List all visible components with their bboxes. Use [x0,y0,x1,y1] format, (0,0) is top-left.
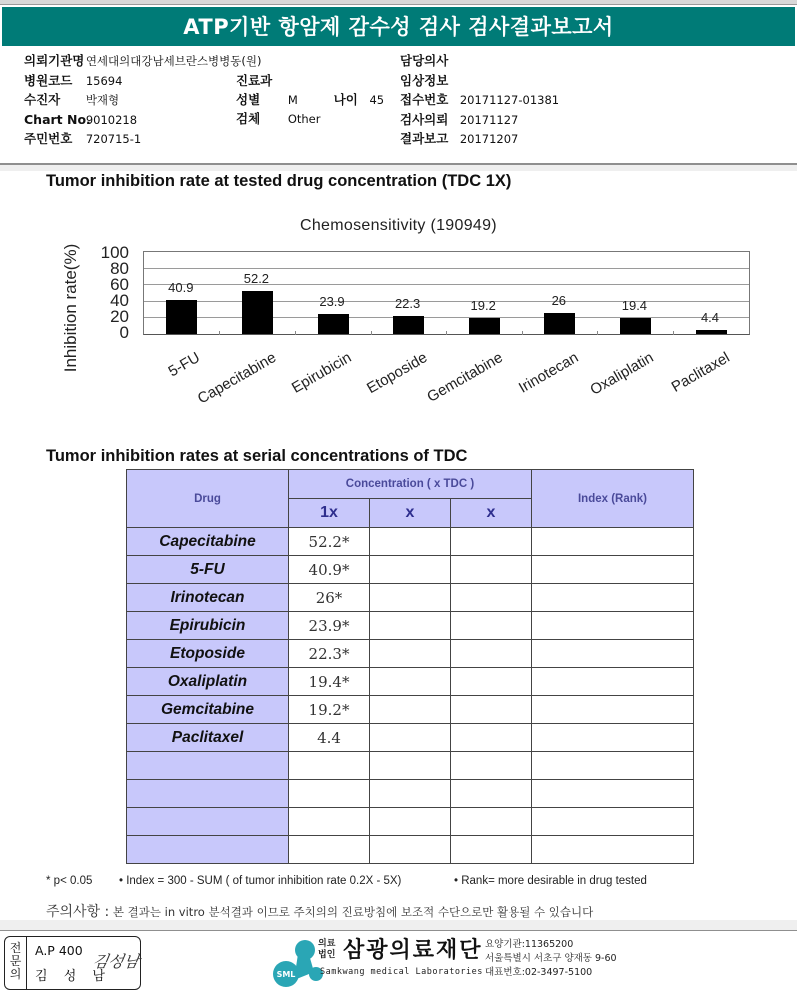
top-border [0,0,797,5]
y-tick: 20 [110,307,129,326]
org-prefix-line2: 법인 [318,950,336,960]
patient-label: 수진자 [24,92,61,107]
y-tick: 80 [110,259,129,278]
index-rank-cell [532,668,694,696]
conc-1x-cell: 22.3* [289,640,370,668]
index-rank-cell [532,584,694,612]
table-header-row [127,470,694,499]
caution-text: 본 결과는 in vitro 분석결과 이므로 주치의의 진료방침에 보조적 수단으로만 활용될 수 있습니다 [112,905,594,919]
ap-number: A.P 400 [35,943,83,958]
x-axis-label: Epirubicin [288,349,355,397]
caution-label: 주의사항 : [46,904,110,920]
conc-x-cell [370,556,451,584]
conc-x-cell [451,696,532,724]
conc-1x-cell: 19.2* [289,696,370,724]
report-title: ATP기반 항암제 감수성 검사 검사결과보고서 [2,7,795,46]
table-row [127,752,694,780]
gray-band [0,165,797,171]
conc-x-cell [370,640,451,668]
x-tick-mark [446,331,447,335]
sex-value: M [287,93,298,107]
drug-cell: Etoposide [127,640,289,668]
drug-cell: Oxaliplatin [127,668,289,696]
sex-row [236,91,384,109]
bar-value-label: 23.9 [319,294,345,310]
section2-title: Tumor inhibition rates at serial concentrations of TDC [46,447,468,465]
resident-no-row [24,130,141,148]
drug-cell: Paclitaxel [127,724,289,752]
conc-x-cell [370,696,451,724]
org-contact-info [485,938,617,980]
hospital-code-label: 병원코드 [24,73,73,88]
specimen-row [236,110,320,128]
header-conc-x: x [370,499,451,528]
request-date-value: 20171127 [459,113,519,127]
conc-x-cell [451,556,532,584]
bar-epirubicin [318,314,349,334]
signature: 김성남 [91,952,141,971]
table-row [127,640,694,668]
org-name: 삼광의료재단 [343,938,483,963]
index-rank-cell [532,528,694,556]
bar-irinotecan [544,313,575,334]
bar-value-label: 19.2 [470,298,496,314]
conc-1x-cell: 23.9* [289,612,370,640]
gridline [144,317,749,318]
table-row [127,668,694,696]
institution-row [24,52,261,70]
bar-value-label: 4.4 [700,310,720,326]
clinical-info-row [400,72,448,90]
x-tick-mark [597,331,598,335]
drug-cell: 5-FU [127,556,289,584]
bar-value-label: 19.4 [621,298,648,314]
table-row [127,808,694,836]
header-conc-x: x [451,499,532,528]
footer-divider [0,930,797,931]
x-axis-label: Paclitaxel [668,349,733,396]
specialist-label: 전문의 [5,937,27,989]
table-row [127,724,694,752]
conc-1x-cell: 26* [289,584,370,612]
gridline [144,268,749,269]
sex-label: 성별 [236,92,261,107]
pathologist-signature-box [4,936,141,990]
conc-1x-cell [289,780,370,808]
index-rank-cell [532,780,694,808]
resident-no-value: 720715-1 [85,132,142,146]
chart-plot-area [143,251,750,335]
conc-x-cell [370,752,451,780]
receipt-no-row [400,91,559,109]
drug-cell: Epirubicin [127,612,289,640]
specimen-value: Other [287,112,321,126]
department-row [236,72,272,90]
department-label: 진료과 [236,73,273,88]
index-rank-cell [532,808,694,836]
org-english-name: Samkwang medical Laboratories [320,967,483,977]
table-row [127,556,694,584]
conc-1x-cell [289,752,370,780]
x-tick-mark [295,331,296,335]
conc-1x-cell [289,836,370,864]
drug-cell: Capecitabine [127,528,289,556]
index-formula-note: • Index = 300 - SUM ( of tumor inhibition rate 0.2X - 5X) [119,875,402,887]
conc-x-cell [451,584,532,612]
conc-x-cell [451,668,532,696]
table-row [127,612,694,640]
x-axis-label: 5-FU [165,349,204,381]
logo-text: SML [276,970,296,979]
doctor-row [400,52,448,70]
results-table [126,469,694,864]
age-label: 나이 [333,92,358,107]
header-index-rank: Index (Rank) [532,470,694,528]
conc-x-cell [451,612,532,640]
age-value: 45 [369,93,385,107]
header-conc-1x: 1x [289,499,370,528]
y-tick: 0 [119,323,129,342]
report-date-row [400,130,518,148]
y-tick: 60 [110,275,129,294]
institution-label: 의뢰기관명 [24,53,85,68]
x-tick-mark [219,331,220,335]
doctor-label: 담당의사 [400,53,449,68]
index-rank-cell [532,556,694,584]
drug-cell [127,836,289,864]
receipt-no-label: 접수번호 [400,92,449,107]
org-phone: 대표번호:02-3497-5100 [485,967,593,978]
care-institution-number: 요양기관:11365200 [485,939,574,950]
x-tick-mark [371,331,372,335]
x-axis-label: Oxaliplatin [587,349,657,399]
x-axis-label: Irinotecan [515,349,582,397]
request-date-label: 검사의뢰 [400,112,449,127]
specimen-label: 검체 [236,111,261,126]
drug-cell [127,808,289,836]
conc-1x-cell: 40.9* [289,556,370,584]
table-row [127,696,694,724]
caution-note [46,901,593,921]
chart-no-value: 9010218 [85,113,138,127]
table-row [127,528,694,556]
footer-gray-band [0,920,797,930]
x-axis-label: Capecitabine [194,349,279,408]
conc-x-cell [370,808,451,836]
conc-x-cell [370,780,451,808]
table-row [127,780,694,808]
bar-capecitabine [242,291,273,334]
index-rank-cell [532,696,694,724]
index-rank-cell [532,836,694,864]
receipt-no-value: 20171127-01381 [459,93,560,107]
bar-oxaliplatin [620,318,651,334]
bar-paclitaxel [696,330,727,334]
bar-value-label: 22.3 [394,295,421,311]
x-axis-label: Gemcitabine [424,349,506,406]
x-axis-label: Etoposide [363,349,431,398]
bar-gemcitabine [469,318,500,334]
x-tick-mark [673,331,674,335]
conc-x-cell [370,668,451,696]
drug-cell: Gemcitabine [127,696,289,724]
clinical-info-label: 임상정보 [400,73,449,88]
conc-x-cell [451,528,532,556]
resident-no-label: 주민번호 [24,131,73,146]
report-date-value: 20171207 [459,132,519,146]
y-tick: 100 [100,243,129,262]
conc-x-cell [451,752,532,780]
conc-1x-cell: 4.4 [289,724,370,752]
index-rank-cell [532,752,694,780]
institution-value: 연세대의대강남세브란스병병동(원) [85,54,262,68]
patient-row [24,91,119,109]
org-prefix [318,939,335,961]
header-drug: Drug [127,470,289,528]
hospital-code-row [24,72,122,90]
conc-x-cell [370,584,451,612]
org-address: 서울특별시 서초구 양재동 9-60 [485,953,617,964]
pvalue-text: * p< 0.05 [46,875,93,887]
bar-value-label: 26 [551,292,567,308]
conc-x-cell [451,780,532,808]
request-date-row [400,111,518,129]
conc-x-cell [370,612,451,640]
chart-title: Chemosensitivity (190949) [300,217,497,234]
pathologist-name: 김 성 남 [35,969,111,984]
conc-x-cell [451,724,532,752]
pvalue-note [46,875,92,887]
table-row [127,836,694,864]
section1-title: Tumor inhibition rate at tested drug concentration (TDC 1X) [46,172,512,190]
index-rank-cell [532,612,694,640]
header-concentration: Concentration ( x TDC ) [289,470,532,499]
conc-1x-cell: 19.4* [289,668,370,696]
bar-value-label: 52.2 [243,271,270,287]
conc-x-cell [370,724,451,752]
conc-x-cell [451,808,532,836]
conc-1x-cell [289,808,370,836]
x-tick-mark [522,331,523,335]
rank-note: • Rank= more desirable in drug tested [454,875,647,887]
conc-1x-cell: 52.2* [289,528,370,556]
chart-no-row [24,111,137,129]
conc-x-cell [370,836,451,864]
index-rank-cell [532,640,694,668]
table-row [127,584,694,612]
conc-x-cell [370,528,451,556]
bar-5-fu [166,300,197,334]
hospital-code-value: 15694 [85,74,123,88]
drug-cell [127,752,289,780]
conc-x-cell [451,836,532,864]
drug-cell [127,780,289,808]
bar-value-label: 40.9 [168,280,194,296]
conc-x-cell [451,640,532,668]
bar-etoposide [393,316,424,334]
index-rank-cell [532,724,694,752]
report-date-label: 결과보고 [400,131,449,146]
y-tick: 40 [110,291,129,310]
patient-value: 박재형 [85,93,120,107]
drug-cell: Irinotecan [127,584,289,612]
y-axis-label: Inhibition rate(%) [61,243,80,373]
org-prefix-line1: 의료 [318,939,336,949]
chart-no-label: Chart No. [24,112,91,127]
